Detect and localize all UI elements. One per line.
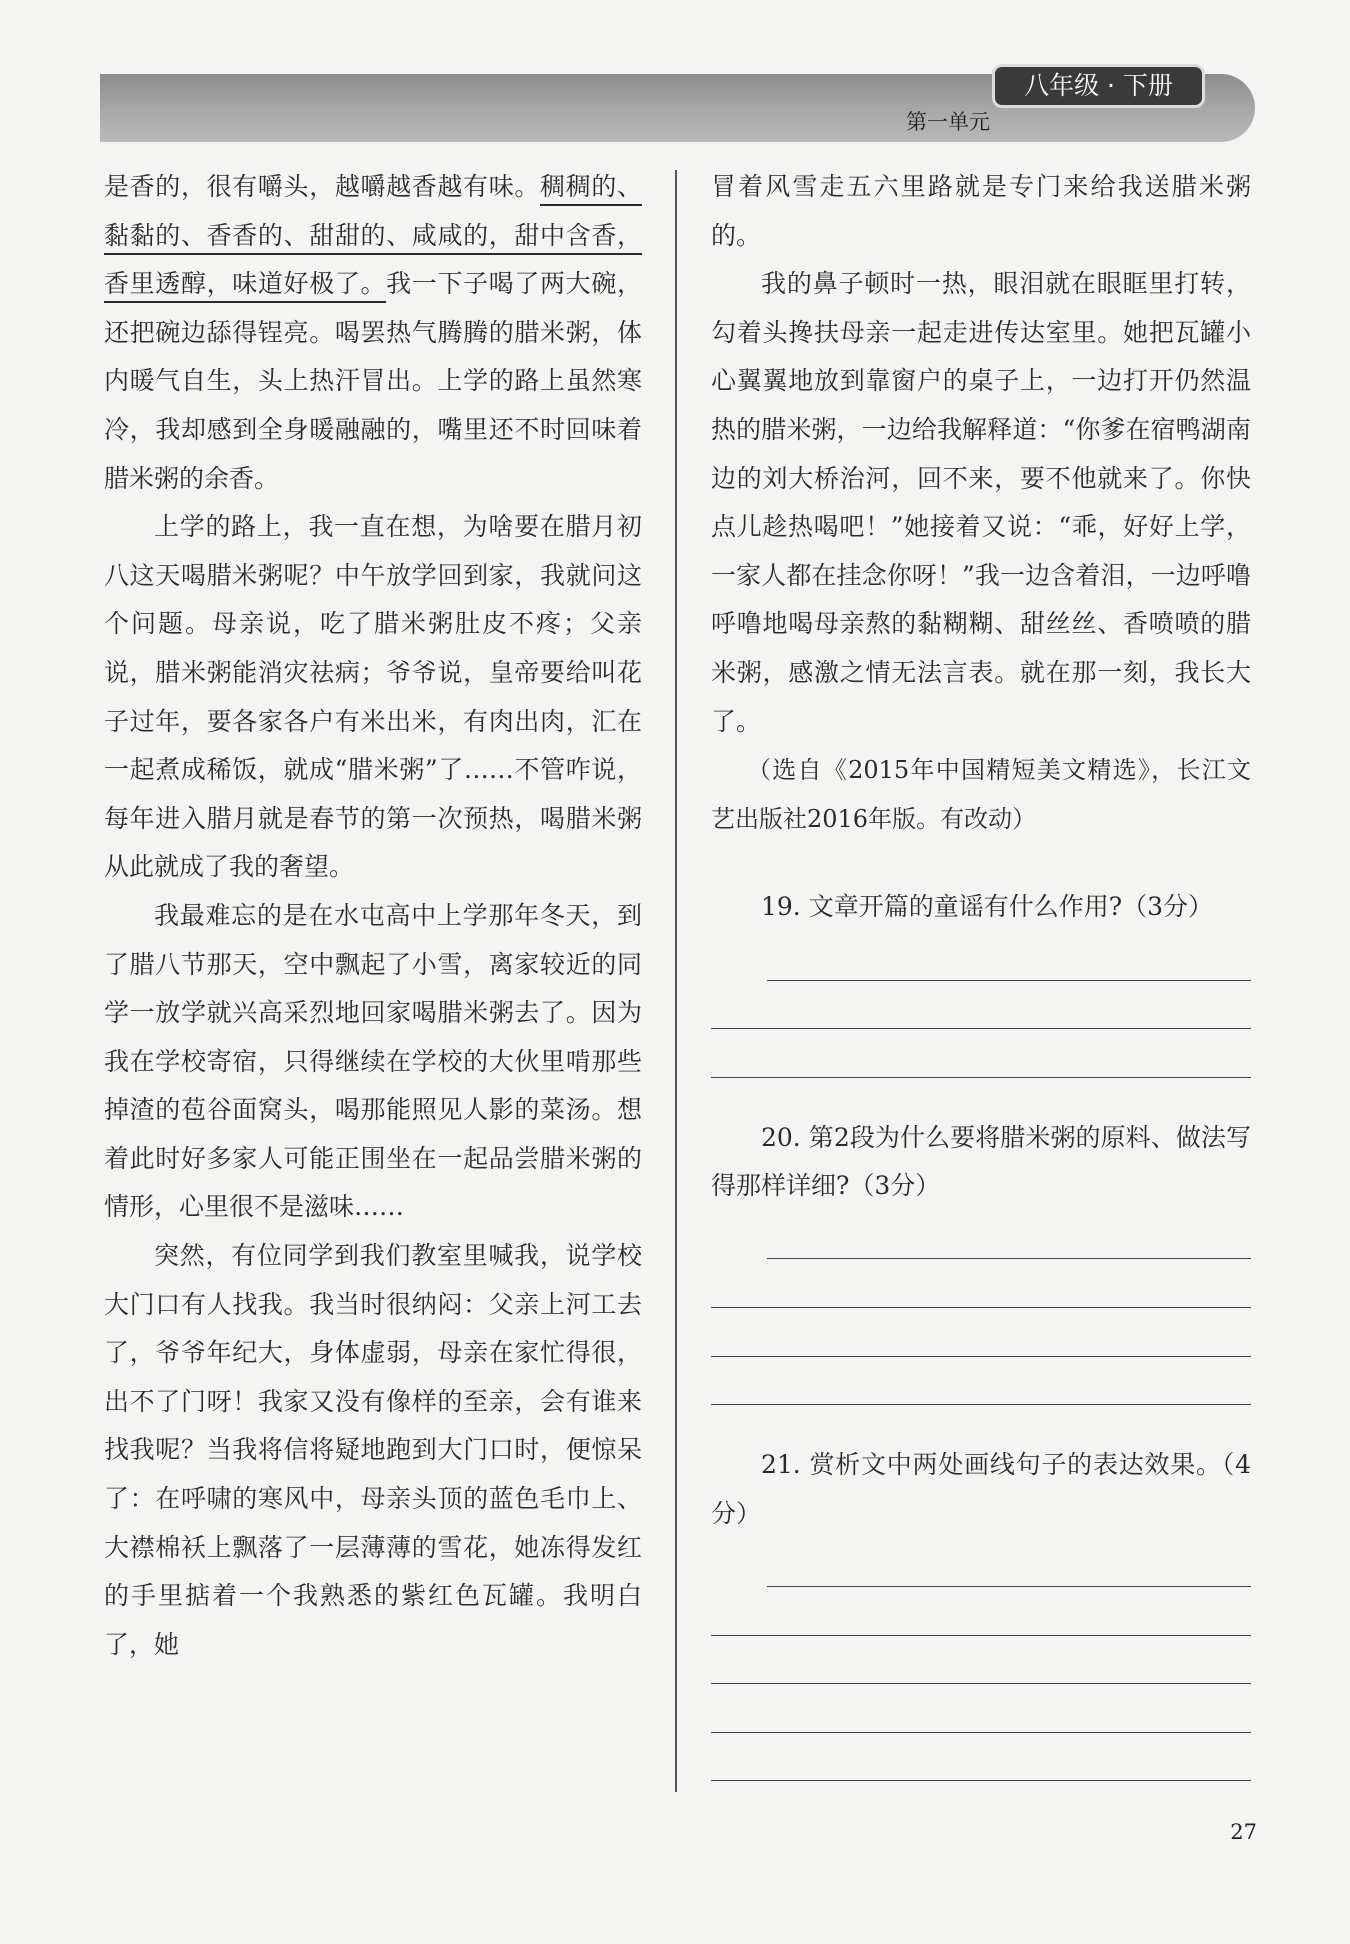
question-21: 21. 赏析文中两处画线句子的表达效果。（4分） [711, 1450, 1251, 1528]
answer-line[interactable] [711, 1308, 1251, 1357]
answer-line[interactable] [711, 1733, 1251, 1782]
underlined-sentence-2: 黏糊糊、甜丝丝、香喷喷的腊米粥， [711, 609, 1251, 687]
answer-line[interactable] [767, 1538, 1251, 1587]
paragraph-text: 我一下子喝了两大碗，还把碗边舔得锃亮。喝罢热气腾腾的腊米粥，体内暖气自生，头上热汗冒出。上学的路上虽然寒冷，我却感到全身暖融融的，嘴里还不时回味着腊米粥的余香。 [104, 269, 642, 493]
paragraph: 突然，有位同学到我们教室里喊我，说学校大门口有人找我。我当时很纳闷：父亲上河工去了，爷爷年纪大，身体虚弱，母亲在家忙得很，出不了门呀！我家又没有像样的至亲，会有谁来找我呢？当我将信将疑地跑到大门口时，便惊呆了：在呼啸的寒风中，母亲头顶的蓝色毛巾上、大襟棉袄上飘落了一层薄薄的雪花，她冻得发红的手里掂着一个我熟悉的紫红色瓦罐。我明白了，她 [104, 1241, 642, 1659]
grade-badge: 八年级 · 下册 [992, 64, 1205, 108]
left-column [104, 163, 642, 1669]
paragraph: 我最难忘的是在水屯高中上学那年冬天，到了腊八节那天，空中飘起了小雪，离家较近的同学一放学就兴高采烈地回家喝腊米粥去了。因为我在学校寄宿，只得继续在学校的大伙里啃那些掉渣的苞谷面窝头，喝那能照见人影的菜汤。想着此时好多家人可能正围坐在一起品尝腊米粥的情形，心里很不是滋味…… [104, 900, 642, 1222]
paragraph-text: 是香的，很有嚼头，越嚼越香越有味。 [104, 172, 541, 201]
right-column [711, 163, 1251, 1781]
unit-label: 第一单元 [906, 110, 990, 134]
answer-line[interactable] [711, 1029, 1251, 1078]
source-citation: （选自《2015年中国精短美文精选》，长江文艺出版社2016年版。有改动） [711, 756, 1251, 833]
paragraph: 上学的路上，我一直在想，为啥要在腊月初八这天喝腊米粥呢？中午放学回到家，我就问这个问题。母亲说，吃了腊米粥肚皮不疼；父亲说，腊米粥能消灾祛病；爷爷说，皇帝要给叫花子过年，要各家各户有米出米，有肉出肉，汇在一起煮成稀饭，就成“腊米粥”了……不管咋说，每年进入腊月就是春节的第一次预热，喝腊米粥从此就成了我的奢望。 [104, 512, 642, 882]
question-20: 20. 第2段为什么要将腊米粥的原料、做法写得那样详细?（3分） [711, 1122, 1251, 1201]
answer-line[interactable] [711, 1259, 1251, 1308]
page-number: 27 [1230, 1820, 1257, 1844]
answer-line[interactable] [767, 932, 1251, 981]
paragraph [711, 260, 1251, 746]
answer-line[interactable] [767, 1211, 1251, 1260]
answer-line[interactable] [711, 1636, 1251, 1685]
underlined-sentence-1: 稠稠的、黏黏的、香香的、甜甜的、咸咸的，甜中含香，香里透醇，味道好极了。 [104, 172, 642, 299]
paragraph [104, 163, 642, 503]
answer-line[interactable] [711, 1587, 1251, 1636]
paragraph-text: 感激之情无法言表。就在那一刻，我长大了。 [711, 657, 1251, 736]
column-divider [675, 170, 677, 1792]
answer-line[interactable] [711, 1684, 1251, 1733]
question-19: 19. 文章开篇的童谣有什么作用?（3分） [761, 892, 1214, 922]
answer-line[interactable] [711, 981, 1251, 1030]
paragraph-text: 我的鼻子顿时一热，眼泪就在眼眶里打转，勾着头搀扶母亲一起走进传达室里。她把瓦罐小心翼翼地放到靠窗户的桌子上，一边打开仍然温热的腊米粥，一边给我解释道：“你爹在宿鸭湖南边的刘大桥治河，回不来，要不他就来了。你快点儿趁热喝吧！”她接着又说：“乖，好好上学，一家人都在挂念你呀！”我一边含着泪，一边呼噜呼噜地喝母亲熬的 [711, 269, 1251, 639]
answer-line[interactable] [711, 1357, 1251, 1406]
paragraph: 冒着风雪走五六里路就是专门来给我送腊米粥的。 [711, 172, 1251, 250]
